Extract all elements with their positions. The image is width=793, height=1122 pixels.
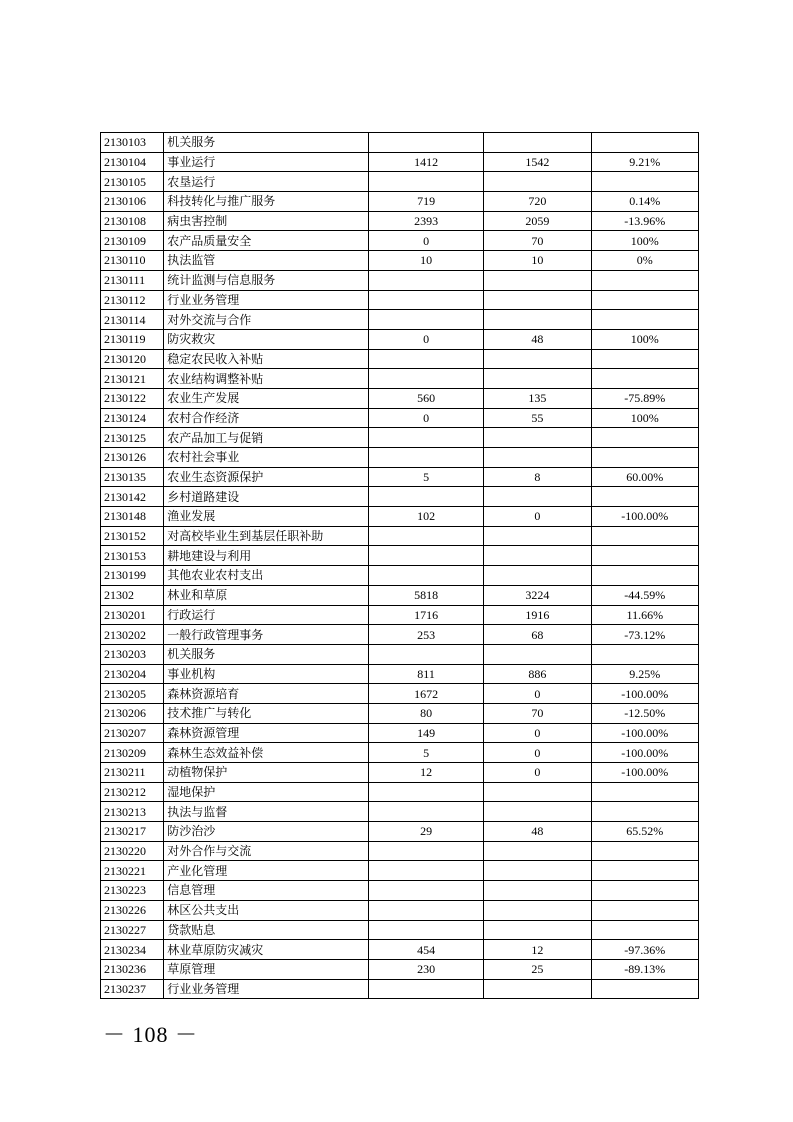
cell-change-percent: -100.00% [591,723,698,743]
table-row [101,605,699,625]
cell-value-2 [484,270,591,290]
cell-code: 2130120 [101,349,164,369]
table-row [101,507,699,527]
cell-change-percent [591,566,698,586]
table-row [101,152,699,172]
cell-change-percent: 65.52% [591,822,698,842]
cell-name: 执法监管 [164,251,369,271]
cell-code: 2130212 [101,782,164,802]
cell-value-1 [368,172,483,192]
cell-change-percent [591,979,698,999]
cell-value-2: 25 [484,959,591,979]
cell-value-2 [484,881,591,901]
cell-value-2: 0 [484,723,591,743]
cell-change-percent [591,861,698,881]
cell-value-2 [484,841,591,861]
cell-code: 2130112 [101,290,164,310]
table-row [101,684,699,704]
cell-name: 农业生态资源保护 [164,467,369,487]
table-row [101,349,699,369]
cell-name: 科技转化与推广服务 [164,192,369,212]
cell-value-1 [368,861,483,881]
cell-code: 2130142 [101,487,164,507]
cell-value-2 [484,861,591,881]
cell-value-2 [484,546,591,566]
cell-name: 林区公共支出 [164,900,369,920]
cell-code: 2130221 [101,861,164,881]
cell-value-1 [368,782,483,802]
cell-code: 2130108 [101,211,164,231]
cell-name: 农业生产发展 [164,388,369,408]
cell-value-1: 253 [368,625,483,645]
table-row [101,920,699,940]
table-row [101,723,699,743]
cell-value-1: 29 [368,822,483,842]
cell-value-2: 70 [484,231,591,251]
cell-value-1 [368,900,483,920]
table-row [101,782,699,802]
cell-name: 农村社会事业 [164,448,369,468]
budget-table [100,132,699,999]
cell-value-1 [368,526,483,546]
cell-change-percent [591,428,698,448]
table-row [101,467,699,487]
cell-value-2: 1916 [484,605,591,625]
cell-value-1 [368,802,483,822]
cell-change-percent [591,644,698,664]
cell-value-1 [368,270,483,290]
cell-value-1 [368,487,483,507]
cell-value-1: 1716 [368,605,483,625]
table-row [101,428,699,448]
table-row [101,881,699,901]
cell-change-percent: -100.00% [591,743,698,763]
cell-code: 2130106 [101,192,164,212]
cell-value-1: 149 [368,723,483,743]
cell-code: 2130121 [101,369,164,389]
cell-code: 2130119 [101,329,164,349]
cell-change-percent: -89.13% [591,959,698,979]
cell-value-1 [368,349,483,369]
cell-value-2 [484,172,591,192]
cell-code: 2130111 [101,270,164,290]
cell-value-2 [484,369,591,389]
table-row [101,329,699,349]
cell-value-2 [484,428,591,448]
table-row [101,664,699,684]
cell-value-2: 0 [484,743,591,763]
cell-name: 稳定农民收入补贴 [164,349,369,369]
cell-value-2 [484,310,591,330]
table-row [101,448,699,468]
table-row [101,251,699,271]
cell-change-percent: -44.59% [591,585,698,605]
cell-value-2: 68 [484,625,591,645]
cell-change-percent [591,487,698,507]
cell-code: 2130135 [101,467,164,487]
cell-value-1: 2393 [368,211,483,231]
cell-code: 2130227 [101,920,164,940]
cell-value-2 [484,526,591,546]
cell-change-percent [591,802,698,822]
table-row [101,585,699,605]
cell-name: 森林资源管理 [164,723,369,743]
cell-code: 2130109 [101,231,164,251]
table-row [101,133,699,153]
cell-code: 2130199 [101,566,164,586]
cell-name: 统计监测与信息服务 [164,270,369,290]
cell-code: 21302 [101,585,164,605]
cell-code: 2130114 [101,310,164,330]
cell-value-2 [484,644,591,664]
cell-value-2: 70 [484,703,591,723]
cell-code: 2130236 [101,959,164,979]
cell-name: 行业业务管理 [164,979,369,999]
cell-change-percent: -75.89% [591,388,698,408]
table-row [101,979,699,999]
table-row [101,861,699,881]
cell-change-percent: 11.66% [591,605,698,625]
cell-code: 2130201 [101,605,164,625]
cell-value-2 [484,979,591,999]
cell-change-percent: 0.14% [591,192,698,212]
cell-change-percent [591,782,698,802]
cell-change-percent [591,290,698,310]
cell-value-1 [368,566,483,586]
cell-name: 对外合作与交流 [164,841,369,861]
cell-value-1: 80 [368,703,483,723]
cell-value-2 [484,920,591,940]
cell-value-2: 10 [484,251,591,271]
cell-code: 2130234 [101,940,164,960]
cell-change-percent: 9.25% [591,664,698,684]
cell-code: 2130105 [101,172,164,192]
cell-change-percent [591,526,698,546]
cell-value-1 [368,290,483,310]
table-row [101,802,699,822]
cell-value-1: 1672 [368,684,483,704]
cell-change-percent: -100.00% [591,684,698,704]
cell-change-percent [591,369,698,389]
cell-value-2 [484,802,591,822]
table-row [101,959,699,979]
cell-change-percent: 60.00% [591,467,698,487]
table-row [101,270,699,290]
cell-value-1 [368,428,483,448]
cell-value-2 [484,448,591,468]
cell-change-percent [591,172,698,192]
cell-change-percent [591,448,698,468]
cell-value-2: 720 [484,192,591,212]
cell-change-percent: -12.50% [591,703,698,723]
cell-code: 2130211 [101,763,164,783]
cell-name: 农村合作经济 [164,408,369,428]
cell-value-1: 5 [368,467,483,487]
cell-name: 森林资源培育 [164,684,369,704]
cell-change-percent: -100.00% [591,763,698,783]
table-row [101,231,699,251]
cell-name: 防灾救灾 [164,329,369,349]
cell-name: 动植物保护 [164,763,369,783]
cell-name: 防沙治沙 [164,822,369,842]
cell-value-2: 12 [484,940,591,960]
cell-change-percent: 0% [591,251,698,271]
cell-code: 2130122 [101,388,164,408]
cell-value-1 [368,644,483,664]
cell-code: 2130126 [101,448,164,468]
cell-value-1 [368,920,483,940]
cell-value-1: 454 [368,940,483,960]
cell-code: 2130206 [101,703,164,723]
cell-value-1: 0 [368,408,483,428]
cell-value-2: 48 [484,329,591,349]
table-row [101,703,699,723]
cell-code: 2130152 [101,526,164,546]
cell-value-2: 48 [484,822,591,842]
table-row [101,211,699,231]
cell-change-percent: -97.36% [591,940,698,960]
cell-code: 2130207 [101,723,164,743]
cell-change-percent: 100% [591,329,698,349]
table-row [101,310,699,330]
cell-change-percent: 9.21% [591,152,698,172]
table-row [101,487,699,507]
cell-code: 2130237 [101,979,164,999]
cell-name: 机关服务 [164,133,369,153]
cell-name: 对高校毕业生到基层任职补助 [164,526,369,546]
table-row [101,566,699,586]
cell-value-1: 719 [368,192,483,212]
cell-name: 农垦运行 [164,172,369,192]
cell-value-1: 230 [368,959,483,979]
cell-change-percent: 100% [591,231,698,251]
cell-change-percent [591,900,698,920]
cell-code: 2130125 [101,428,164,448]
cell-code: 2130223 [101,881,164,901]
cell-value-1 [368,310,483,330]
cell-name: 其他农业农村支出 [164,566,369,586]
cell-name: 林业和草原 [164,585,369,605]
cell-value-1 [368,448,483,468]
cell-value-2: 1542 [484,152,591,172]
cell-value-2: 2059 [484,211,591,231]
cell-name: 渔业发展 [164,507,369,527]
cell-value-1: 0 [368,231,483,251]
cell-code: 2130202 [101,625,164,645]
cell-value-1 [368,369,483,389]
table-row [101,369,699,389]
cell-value-2: 3224 [484,585,591,605]
cell-value-1 [368,841,483,861]
cell-name: 事业机构 [164,664,369,684]
cell-name: 事业运行 [164,152,369,172]
cell-value-1: 5 [368,743,483,763]
cell-change-percent [591,349,698,369]
table-row [101,192,699,212]
cell-name: 执法与监督 [164,802,369,822]
cell-change-percent [591,546,698,566]
cell-name: 湿地保护 [164,782,369,802]
table-row [101,172,699,192]
table-row [101,743,699,763]
cell-code: 2130213 [101,802,164,822]
table-row [101,408,699,428]
cell-name: 一般行政管理事务 [164,625,369,645]
cell-value-2: 0 [484,763,591,783]
cell-value-2: 135 [484,388,591,408]
cell-code: 2130124 [101,408,164,428]
table-body [101,133,699,999]
cell-code: 2130220 [101,841,164,861]
cell-name: 信息管理 [164,881,369,901]
cell-value-1: 10 [368,251,483,271]
cell-change-percent [591,920,698,940]
cell-name: 草原管理 [164,959,369,979]
cell-value-2: 0 [484,684,591,704]
cell-code: 2130204 [101,664,164,684]
cell-change-percent: -13.96% [591,211,698,231]
cell-value-1: 811 [368,664,483,684]
page-number: － 108 － [103,1022,199,1047]
cell-name: 行业业务管理 [164,290,369,310]
cell-value-2 [484,290,591,310]
table-row [101,644,699,664]
cell-value-2 [484,900,591,920]
cell-code: 2130205 [101,684,164,704]
cell-name: 贷款贴息 [164,920,369,940]
cell-name: 技术推广与转化 [164,703,369,723]
table-row [101,940,699,960]
cell-name: 病虫害控制 [164,211,369,231]
cell-code: 2130153 [101,546,164,566]
cell-value-1 [368,546,483,566]
table-row [101,290,699,310]
cell-code: 2130104 [101,152,164,172]
cell-name: 对外交流与合作 [164,310,369,330]
cell-value-2: 55 [484,408,591,428]
cell-code: 2130103 [101,133,164,153]
cell-change-percent [591,133,698,153]
cell-value-1: 1412 [368,152,483,172]
table-row [101,546,699,566]
cell-value-2 [484,487,591,507]
cell-name: 森林生态效益补偿 [164,743,369,763]
cell-name: 农产品加工与促销 [164,428,369,448]
cell-code: 2130217 [101,822,164,842]
table-row [101,900,699,920]
cell-value-2: 8 [484,467,591,487]
cell-change-percent [591,881,698,901]
cell-value-1: 5818 [368,585,483,605]
cell-change-percent [591,270,698,290]
cell-value-1: 560 [368,388,483,408]
cell-name: 机关服务 [164,644,369,664]
cell-code: 2130209 [101,743,164,763]
cell-name: 农产品质量安全 [164,231,369,251]
cell-value-1: 102 [368,507,483,527]
cell-code: 2130148 [101,507,164,527]
cell-value-1: 0 [368,329,483,349]
cell-change-percent [591,310,698,330]
cell-name: 农业结构调整补贴 [164,369,369,389]
cell-value-2 [484,349,591,369]
table-row [101,625,699,645]
cell-value-1 [368,881,483,901]
cell-value-2: 886 [484,664,591,684]
cell-name: 林业草原防灾减灾 [164,940,369,960]
cell-name: 乡村道路建设 [164,487,369,507]
cell-code: 2130203 [101,644,164,664]
cell-change-percent: 100% [591,408,698,428]
cell-value-1: 12 [368,763,483,783]
cell-value-1 [368,133,483,153]
cell-value-2 [484,566,591,586]
cell-value-2: 0 [484,507,591,527]
cell-name: 耕地建设与利用 [164,546,369,566]
cell-change-percent: -73.12% [591,625,698,645]
cell-name: 产业化管理 [164,861,369,881]
table-row [101,841,699,861]
cell-value-1 [368,979,483,999]
cell-code: 2130110 [101,251,164,271]
table-row [101,388,699,408]
cell-name: 行政运行 [164,605,369,625]
table-row [101,822,699,842]
table-row [101,526,699,546]
cell-value-2 [484,782,591,802]
table-row [101,763,699,783]
cell-value-2 [484,133,591,153]
cell-change-percent: -100.00% [591,507,698,527]
cell-code: 2130226 [101,900,164,920]
cell-change-percent [591,841,698,861]
